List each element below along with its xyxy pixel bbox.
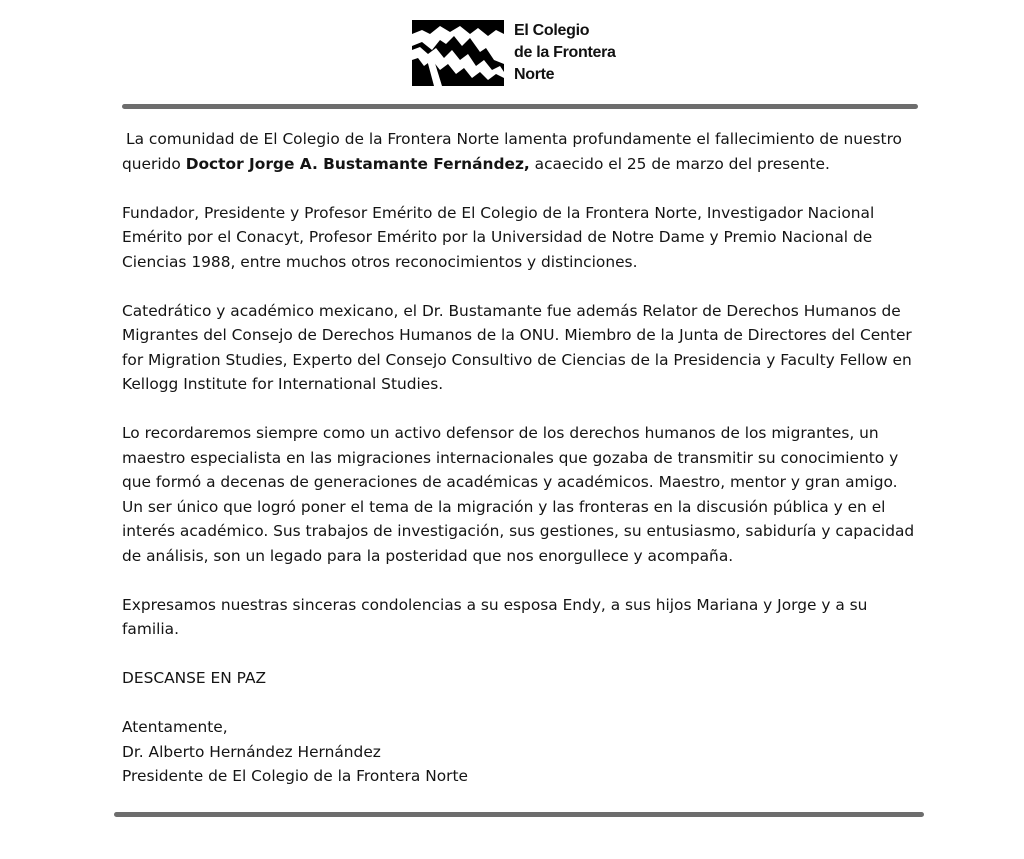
org-name-line-3: Norte <box>514 66 555 83</box>
deceased-name: Doctor Jorge A. Bustamante Fernández, <box>185 154 530 173</box>
paragraph-remembrance: Lo recordaremos siempre como un activo defensor de los derechos humanos de los migrantes, un maestro especialista en las migraciones internacionales que gozaba de transmitir su conocimiento y que formó a decenas de generaciones de académicas y académicos. Maestro, mentor y gran amigo. Un ser único que logró poner el tema de la migración y las fronteras en la discusión pública y en el interés académico. Sus trabajos de investigación, sus gestiones, su entusiasmo, sabiduría y capacidad de análisis, son un legado para la posteridad que nos enorgullece y acompaña. <box>122 424 915 565</box>
signature-block <box>122 715 922 789</box>
signature-title: Presidente de El Colegio de la Frontera Norte <box>122 767 468 785</box>
bottom-divider <box>114 812 924 817</box>
letter-body <box>122 127 922 813</box>
org-name-line-2: de la Frontera <box>514 44 616 61</box>
letterhead <box>412 20 672 86</box>
signature-closing: Atentamente, <box>122 718 228 736</box>
paragraph-founder: Fundador, Presidente y Profesor Emérito de El Colegio de la Frontera Norte, Investigador Nacional Emérito por el Conacyt, Profesor Emérito por la Universidad de Notre Dame y Premio Nacional de Ciencias 1988, entre muchos otros reconocimientos y distinciones. <box>122 203 875 271</box>
signature-name: Dr. Alberto Hernández Hernández <box>122 742 381 761</box>
paragraph-academic: Catedrático y académico mexicano, el Dr. Bustamante fue además Relator de Derechos Humanos de Migrantes del Consejo de Derechos Humanos de la ONU. Miembro de la Junta de Directores del Center for Migration Studies, Experto del Consejo Consultivo de Ciencias de la Presidencia y Faculty Fellow en Kellogg Institute for International Studies. <box>122 301 912 393</box>
mountain-frontier-logo-icon <box>412 20 504 86</box>
announcement-text-end: acaecido el 25 de marzo del presente. <box>529 154 830 173</box>
org-name <box>514 20 616 86</box>
rest-in-peace: DESCANSE EN PAZ <box>122 669 267 687</box>
paragraph-condolences: Expresamos nuestras sinceras condolencias a su esposa Endy, a sus hijos Mariana y Jorge y a su familia. <box>122 595 868 638</box>
org-name-line-1: El Colegio <box>514 22 590 39</box>
paragraph-announcement <box>122 127 922 176</box>
top-divider <box>122 104 918 109</box>
announcement-text-start: La comunidad de El Colegio de la Frontera Norte lamenta profundamente el fallecimiento de nuestro querido <box>122 130 902 173</box>
